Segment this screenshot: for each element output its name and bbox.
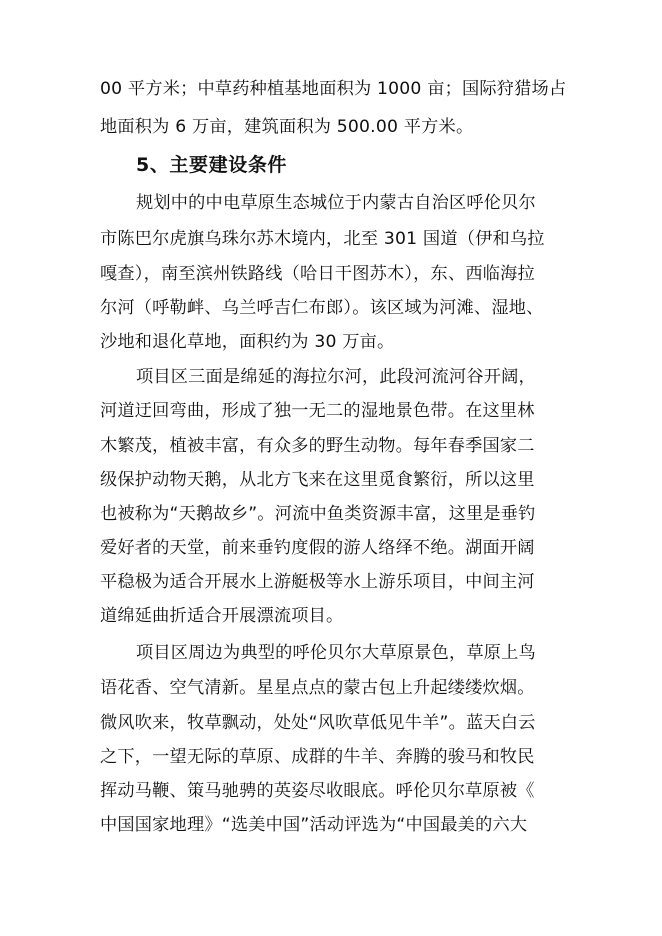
text-line: 也被称为“天鹅故乡”。河流中鱼类资源丰富，这里是垂钓 [100,504,536,524]
text-line: 中国国家地理》“选美中国”活动评选为“中国最美的六大 [100,815,528,835]
paragraph-first-line: 项目区三面是绵延的海拉尔河，此段河流河谷开阔， [136,367,536,387]
text-line: 木繁茂，植被丰富，有众多的野生动物。每年春季国家二 [100,436,535,456]
text-line: 嘎查），南至滨州铁路线（哈日干图苏木），东、西临海拉 [100,264,535,284]
text-line: 市陈巴尔虎旗乌珠尔苏木境内，北至 301 国道（伊和乌拉 [100,229,545,249]
text-line: 00 平方米；中草药种植基地面积为 1000 亩；国际狩猎场占 [100,79,567,99]
text-line: 语花香、空气清新。星星点点的蒙古包上升起缕缕炊烟。 [100,678,535,698]
text-line: 道绵延曲折适合开展漂流项目。 [100,606,344,626]
text-line: 地面积为 6 万亩，建筑面积为 500.00 平方米。 [100,117,474,137]
text-line: 沙地和退化草地，面积约为 30 万亩。 [100,332,395,352]
text-line: 平稳极为适合开展水上游艇极等水上游乐项目，中间主河 [100,572,535,592]
text-line: 挥动马鞭、策马驰骋的英姿尽收眼底。呼伦贝尔草原被《 [100,781,535,801]
paragraph-first-line: 项目区周边为典型的呼伦贝尔大草原景色，草原上鸟 [136,643,536,663]
section-heading: 5、主要建设条件 [136,154,288,176]
text-line: 之下，一望无际的草原、成群的牛羊、奔腾的骏马和牧民 [100,747,535,767]
text-line: 尔河（呼勒衅、乌兰呼吉仁布郎）。该区域为河滩、湿地、 [100,298,544,318]
text-line: 爱好者的天堂，前来垂钓度假的游人络绎不绝。湖面开阔 [100,538,535,558]
text-line: 河道迂回弯曲，形成了独一无二的湿地景色带。在这里林 [100,401,535,421]
paragraph-first-line: 规划中的中电草原生态城位于内蒙古自治区呼伦贝尔 [136,193,536,213]
text-line: 级保护动物天鹅，从北方飞来在这里觅食繁衍，所以这里 [100,470,535,490]
text-line: 微风吹来，牧草飘动，处处“风吹草低见牛羊”。蓝天白云 [100,713,536,733]
